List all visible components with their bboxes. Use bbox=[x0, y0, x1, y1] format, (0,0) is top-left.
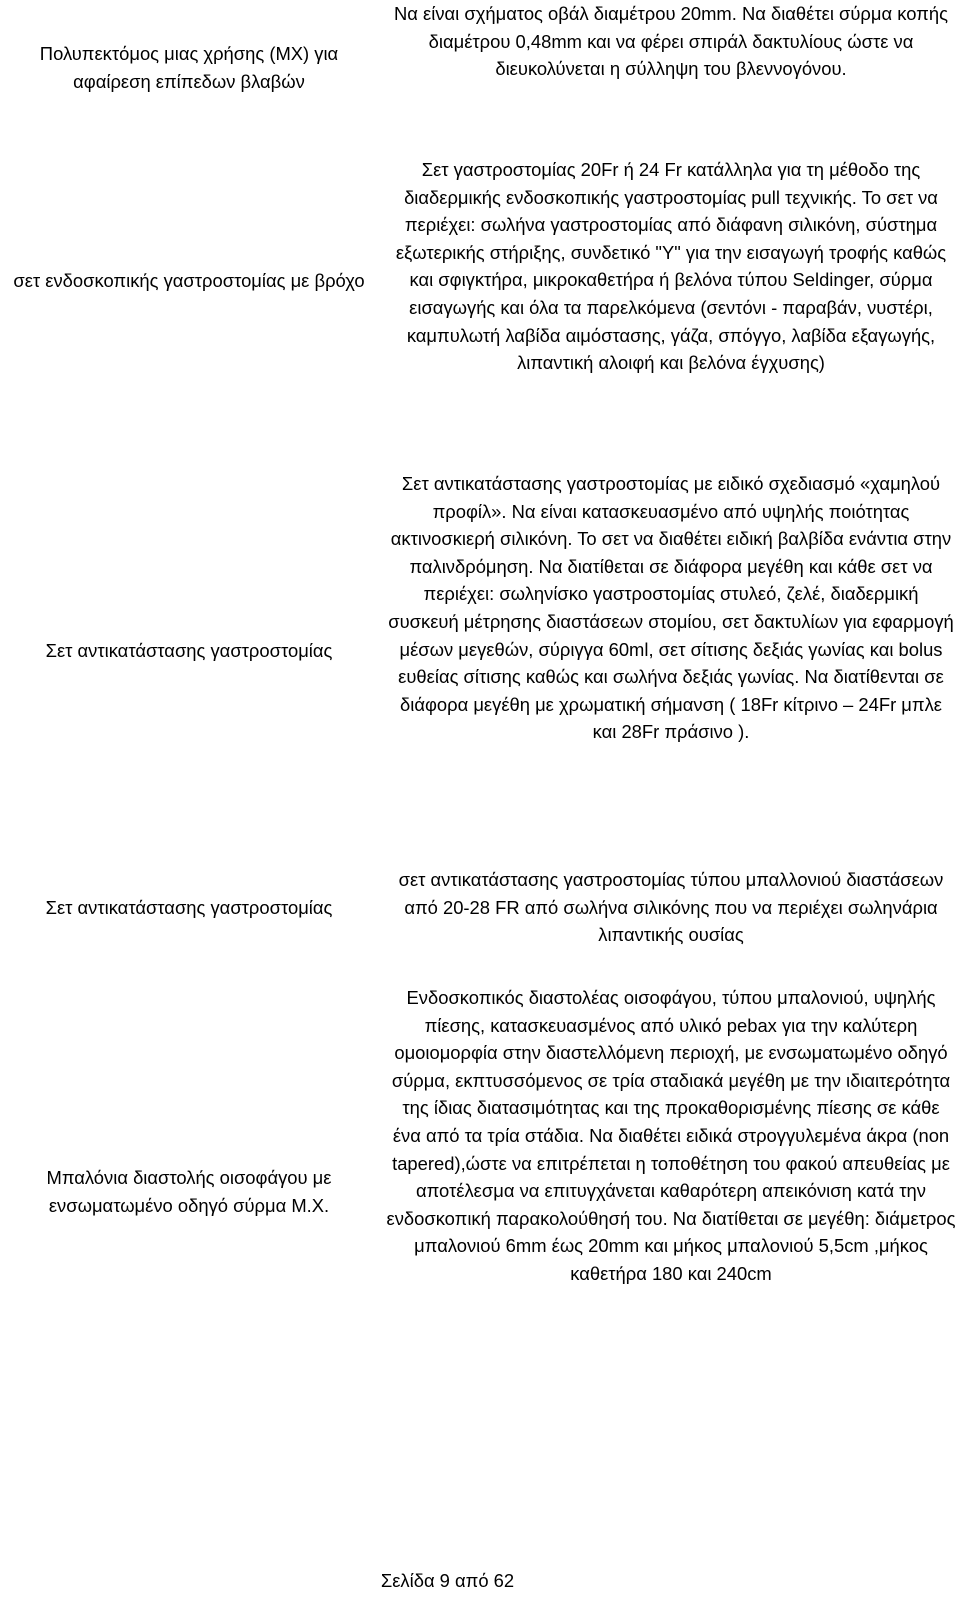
item-specification: Να είναι σχήματος οβάλ διαμέτρου 20mm. Να διαθέτει σύρμα κοπής διαμέτρου 0,48mm και να φέρει σπιράλ δακτυλίους ώστε να διευκολύνεται η σύλληψη του βλεννογόνου. bbox=[394, 3, 948, 80]
item-specification: σετ αντικατάστασης γαστροστομίας τύπου μπαλλονιού διαστάσεων από 20-28 FR από σωλήνα σιλικόνης που να περιέχει σωληνάρια λιπαντικής ουσίας bbox=[398, 869, 944, 946]
item-specification: Ενδοσκοπικός διαστολέας οισοφάγου, τύπου μπαλονιού, υψηλής πίεσης, κατασκευασμένος από υλικό pebax για την καλύτερη ομοιομορφία στην διαστελλόμενη περιοχή, με ενσωματωμένο οδηγό σύρμα, εκπτυσσόμενος σε τρία σταδιακά μεγέθη με την ιδιαιτερότητα της ίδιας διατασιμότητας και της προκαθορισμένης πίεσης σε κάθε ένα από τα τρία στάδια. Να διαθέτει ειδικά στρογγυλεμένα άκρα (non tapered),ώστε να επιτρέπεται η τοποθέτηση του φακού απευθείας με αποτέλεσμα να επιτυγχάνεται καθαρότερη απεικόνιση κατά την ενδοσκοπική παρακολούθησή του. Να διατίθεται σε μεγέθη: διάμετρος μπαλονιού 6mm έως 20mm και μήκος μπαλονιού 5,5cm ,μήκος καθετήρα 180 και 240cm bbox=[386, 987, 956, 1284]
item-name: Σετ αντικατάστασης γαστροστομίας bbox=[45, 897, 333, 918]
item-specification: Σετ αντικατάστασης γαστροστομίας με ειδικό σχεδιασμό «χαμηλού προφίλ». Να είναι κατασκευασμένο από υψηλής ποιότητας ακτινοσκιερή σιλικόνη. Το σετ να διαθέτει ειδική βαλβίδα ενάντια στην παλινδρόμηση. Να διατίθεται σε διάφορα μεγέθη και κάθε σετ να περιέχει: σωληνίσκο γαστροστομίας στυλεό, ζελέ, διαδερμική συσκευή μέτρησης διαστάσεων στομίου, σετ δακτυλίων για εφαρμογή μέσων μεγεθών, σύριγγα 60ml, σετ σίτισης δεξιάς γωνίας και bolus ευθείας σίτισης καθώς και σωλήνα δεξιάς γωνίας. Να διατίθενται σε διάφορα μεγέθη με χρωματική σήμανση ( 18Fr κίτρινο – 24Fr μπλε και 28Fr πράσινο ). bbox=[388, 473, 954, 743]
page-number: Σελίδα 9 από 62 bbox=[380, 1570, 515, 1591]
item-name: Πολυπεκτόμος μιας χρήσης (ΜΧ) για αφαίρεση επίπεδων βλαβών bbox=[39, 43, 339, 92]
item-name: σετ ενδοσκοπικής γαστροστομίας με βρόχο bbox=[13, 270, 365, 291]
item-name: Σετ αντικατάστασης γαστροστομίας bbox=[45, 640, 333, 661]
item-specification: Σετ γαστροστομίας 20Fr ή 24 Fr κατάλληλα για τη μέθοδο της διαδερμικής ενδοσκοπικής γαστροστομίας pull τεχνικής. Το σετ να περιέχει: σωλήνα γαστροστομίας από διάφανη σιλικόνη, σύστημα εξωτερικής στήριξης, συνδετικό "Y" για την εισαγωγή τροφής καθώς και σφιγκτήρα, μικροκαθετήρα ή βελόνα τύπου Seldinger, σύρμα εισαγωγής και όλα τα παρελκόμενα (σεντόνι - παραβάν, νυστέρι, καμπυλωτή λαβίδα αιμόστασης, γάζα, σπόγγο, λαβίδα εξαγωγής, λιπαντική αλοιφή και βελόνα έγχυσης) bbox=[395, 159, 947, 374]
item-name: Μπαλόνια διαστολής οισοφάγου με ενσωματωμένο οδηγό σύρμα Μ.Χ. bbox=[46, 1167, 332, 1216]
